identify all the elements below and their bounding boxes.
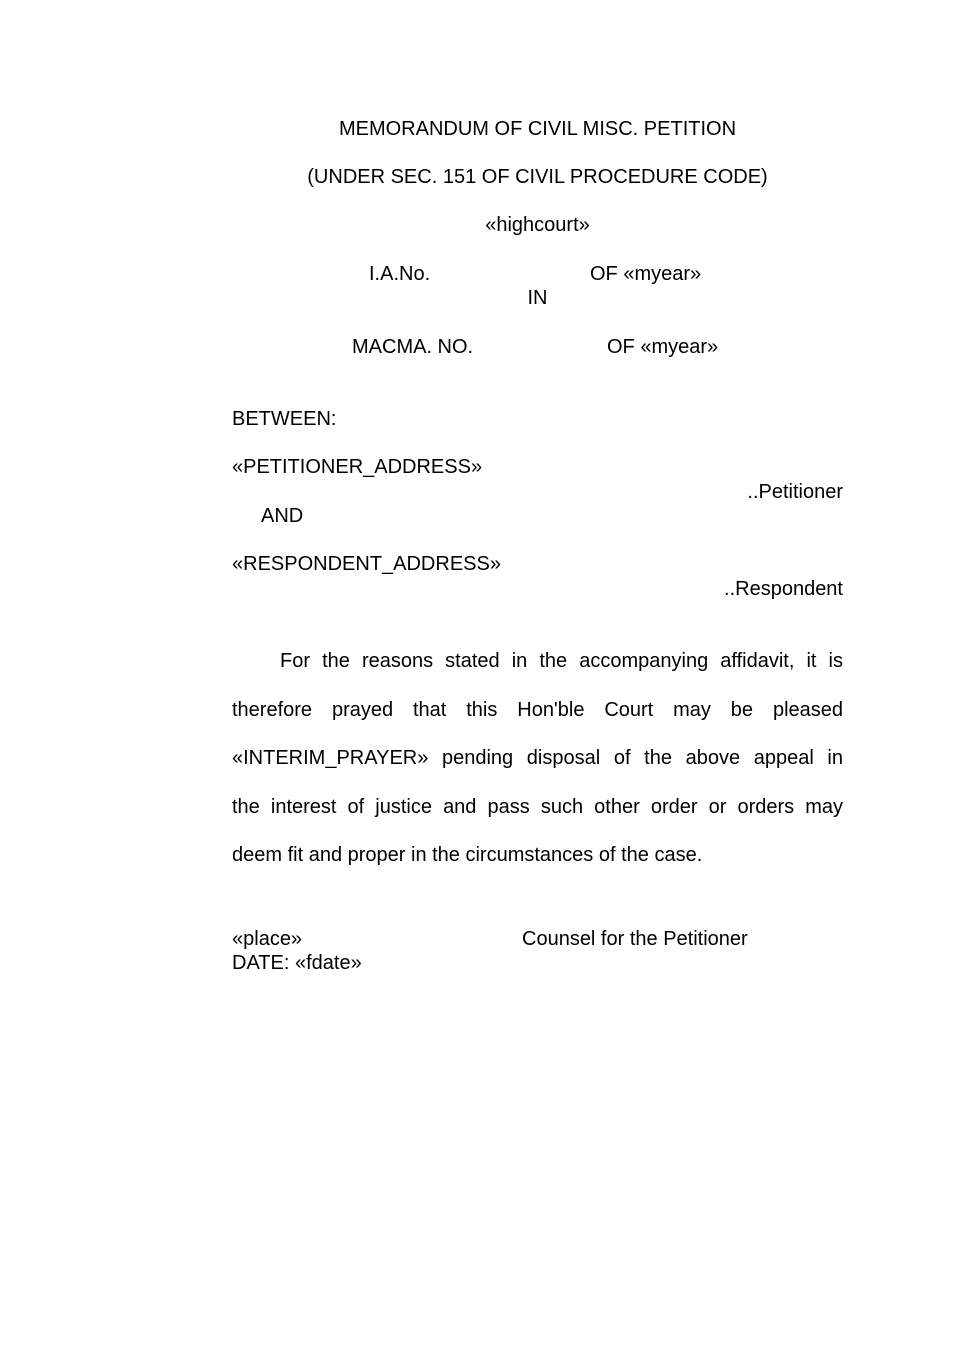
prayer-line: the interest of justice and pass such other order or orders may (232, 795, 843, 818)
counsel-signature-label: Counsel for the Petitioner (522, 928, 748, 950)
court-name: «highcourt» (485, 214, 590, 236)
place-field: «place» (232, 928, 303, 950)
respondent-address: «RESPONDENT_ADDRESS» (232, 553, 501, 575)
document-title: MEMORANDUM OF CIVIL MISC. PETITION (338, 118, 737, 140)
between-label: BETWEEN: (232, 408, 337, 430)
prayer-line: therefore prayed that this Hon'ble Court may be pleased (232, 698, 843, 721)
date-field: DATE: «fdate» (232, 952, 362, 974)
macma-number-label: MACMA. NO. (352, 336, 474, 358)
prayer-line: For the reasons stated in the accompanying affidavit, it is (280, 650, 843, 672)
in-label: IN (527, 287, 548, 309)
and-label: AND (261, 505, 304, 527)
ia-number-label: I.A.No. (369, 263, 431, 285)
petitioner-role: ..Petitioner (747, 481, 843, 503)
ia-year: OF «myear» (590, 263, 702, 285)
prayer-paragraph (232, 649, 843, 892)
macma-year: OF «myear» (607, 336, 719, 358)
respondent-role: ..Respondent (724, 578, 843, 600)
document-subtitle: (UNDER SEC. 151 OF CIVIL PROCEDURE CODE) (307, 166, 768, 188)
petitioner-address: «PETITIONER_ADDRESS» (232, 456, 483, 478)
prayer-line: «INTERIM_PRAYER» pending disposal of the above appeal in (232, 747, 843, 769)
prayer-line: deem fit and proper in the circumstances of the case. (232, 844, 703, 866)
